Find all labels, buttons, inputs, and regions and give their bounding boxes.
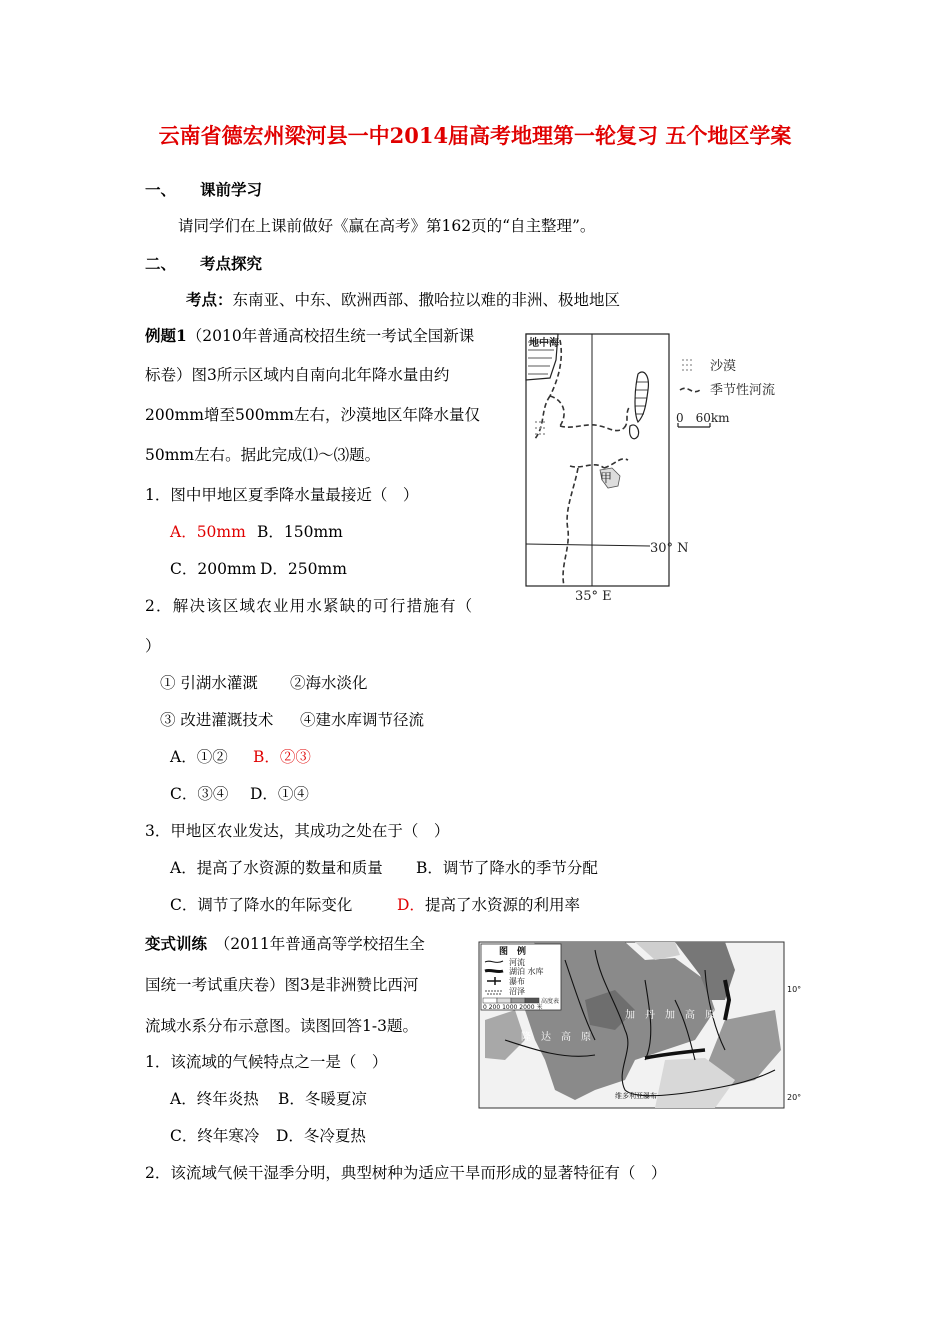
legend-waterfall: 瀑布 xyxy=(509,977,525,986)
legend-river: 河流 xyxy=(509,958,525,967)
place-label-jia: 甲 xyxy=(600,471,613,485)
example1-intro-line: 50mm左右。据此完成⑴～⑶题。 xyxy=(145,446,381,464)
example1-label: 例题1 xyxy=(145,326,187,345)
legend-swamp: 沼泽 xyxy=(509,987,525,996)
ex1-q1-option-c: C．200mm xyxy=(170,560,257,578)
map2-lat-10: 10° xyxy=(787,985,802,994)
section1-body: 请同学们在上课前做好《赢在高考》第162页的“自主整理”。 xyxy=(178,217,596,235)
variant-intro-line: 国统一考试重庆卷）图3是非洲赞比西河 xyxy=(145,976,419,994)
legend-lake: 湖泊 水库 xyxy=(509,967,544,976)
variant-intro-text: （2011年普通高等学校招生全 xyxy=(222,935,425,953)
ex1-q1-stem: 1．图中甲地区夏季降水量最接近（ ） xyxy=(145,486,419,504)
page-title: 云南省德宏州梁河县一中2014届高考地理第一轮复习 五个地区学案 xyxy=(158,123,792,148)
plateau-katanga: 加 丹 加 高 原 xyxy=(625,1010,715,1021)
example1-intro-line: 200mm增至500mm左右，沙漠地区年降水量仅 xyxy=(145,406,480,424)
legend-desert: 沙漠 xyxy=(710,359,737,374)
plateau-lunda: 隆 达 高 原 xyxy=(521,1032,591,1043)
section1-number: 一、 xyxy=(145,180,177,199)
ex1-q1-option-b: B．150mm xyxy=(257,523,343,541)
ex1-q2-option-b: B．②③ xyxy=(253,748,311,766)
map2-lat-20: 20° xyxy=(787,1093,802,1102)
variant-q1-option-b: B．冬暖夏凉 xyxy=(278,1090,367,1108)
map-figure-1 xyxy=(520,330,800,605)
ex1-q2-option-a: A．①② xyxy=(170,748,228,766)
ex1-q1-option-a: A．50mm xyxy=(170,523,246,541)
legend-scale-label: 高度表 xyxy=(541,998,560,1005)
victoria-falls-label: 维多利亚瀑布 xyxy=(615,1092,657,1100)
variant-intro-line: 流域水系分布示意图。读图回答1-3题。 xyxy=(145,1017,418,1035)
sea-label: 地中海 xyxy=(529,338,559,349)
ex1-q3-option-a: A．提高了水资源的数量和质量 xyxy=(170,859,383,877)
example1-intro-line: 标卷）图3所示区域内自南向北年降水量由约 xyxy=(145,366,450,384)
example1-line1 xyxy=(145,324,474,346)
example1-intro-text: （2010年普通高校招生统一考试全国新课 xyxy=(186,327,475,345)
map1-scale: 0 60km xyxy=(676,411,730,425)
map-figure-2 xyxy=(475,940,805,1112)
variant-line1 xyxy=(145,932,425,954)
ex1-q2-item1: ① 引湖水灌溉 xyxy=(160,674,258,692)
variant-q1-option-a: A．终年炎热 xyxy=(170,1090,259,1108)
ex1-q3-stem: 3．甲地区农业发达，其成功之处在于（ ） xyxy=(145,822,450,840)
legend-seasonal-river: 季节性河流 xyxy=(710,383,776,398)
variant-q2-stem: 2．该流域气候干湿季分明，典型树种为适应干旱而形成的显著特征有（ ） xyxy=(145,1164,667,1182)
lat-label: 30° N xyxy=(650,541,689,556)
ex1-q2-item4: ④建水库调节径流 xyxy=(300,711,425,729)
ex1-q2-item2: ②海水淡化 xyxy=(290,674,368,692)
variant-q1-stem: 1．该流域的气候特点之一是（ ） xyxy=(145,1053,388,1071)
legend-scale-values: 0 200 1000 2000 米 xyxy=(483,1004,543,1011)
map2-legend-title: 图 例 xyxy=(499,947,527,957)
ex1-q3-option-d xyxy=(397,893,580,915)
section2-heading: 考点探究 xyxy=(200,254,263,273)
variant-q1-option-d: D．冬冷夏热 xyxy=(276,1127,366,1145)
ex1-q2-option-c: C．③④ xyxy=(170,785,229,803)
kaodian-label: 考点： xyxy=(186,290,233,309)
ex1-q1-option-d: D．250mm xyxy=(260,560,347,578)
ex1-q2-option-d: D．①④ xyxy=(250,785,309,803)
kaodian-text: 东南亚、中东、欧洲西部、撒哈拉以难的非洲、极地地区 xyxy=(232,291,621,309)
variant-q1-option-c: C．终年寒冷 xyxy=(170,1127,260,1145)
kaodian-line xyxy=(186,288,620,310)
ex1-q3-option-c: C．调节了降水的年际变化 xyxy=(170,896,353,914)
ex1-q3-option-d-text: 提高了水资源的利用率 xyxy=(424,896,580,914)
ex1-q3-option-b: B．调节了降水的季节分配 xyxy=(416,859,598,877)
section2-number: 二、 xyxy=(145,254,177,273)
ex1-q2-stem-end: ） xyxy=(145,637,161,655)
variant-label: 变式训练 xyxy=(145,934,208,953)
section1-heading: 课前学习 xyxy=(200,180,263,199)
ex1-q3-option-d-letter: D． xyxy=(397,896,425,914)
ex1-q2-item3: ③ 改进灌溉技术 xyxy=(160,711,274,729)
ex1-q2-stem: 2．解决该区域农业用水紧缺的可行措施有（ xyxy=(145,597,474,615)
lon-label: 35° E xyxy=(575,589,612,604)
